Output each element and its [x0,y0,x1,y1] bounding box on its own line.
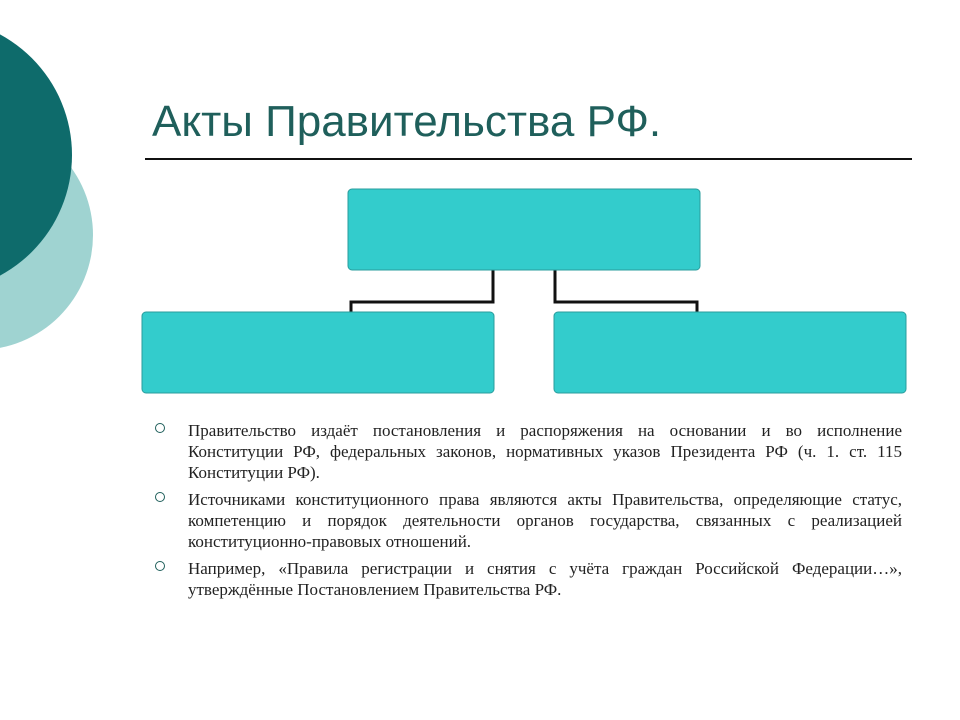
title-underline [145,158,912,160]
corner-decoration [0,0,110,400]
connector-left [351,270,493,312]
org-box-left[interactable] [142,312,494,393]
hollow-circle-bullet-icon [155,561,165,571]
bullet-item [152,558,902,600]
bullet-text: Источниками конституционного права являются акты Правительства, определяющие статус, компетенцию и порядок деятельности органов государства, связанных с реализацией конституционно-правовых отношений. [188,490,902,551]
org-box-top[interactable] [348,189,700,270]
bullet-item [152,489,902,552]
bullet-text: Правительство издаёт постановления и распоряжения на основании и во исполнение Конституции РФ, федеральных законов, нормативных указов Президента РФ (ч. 1. ст. 115 Конституции РФ). [188,421,902,482]
bullet-text: Например, «Правила регистрации и снятия с учёта граждан Российской Федерации…», утверждённые Постановлением Правительства РФ. [188,559,902,599]
org-box-right[interactable] [554,312,906,393]
hollow-circle-bullet-icon [155,492,165,502]
bullet-item [152,420,902,483]
bullet-list [152,420,902,606]
hollow-circle-bullet-icon [155,423,165,433]
connector-right [555,270,697,312]
slide-title: Акты Правительства РФ. [152,97,662,146]
org-connectors [351,270,697,312]
